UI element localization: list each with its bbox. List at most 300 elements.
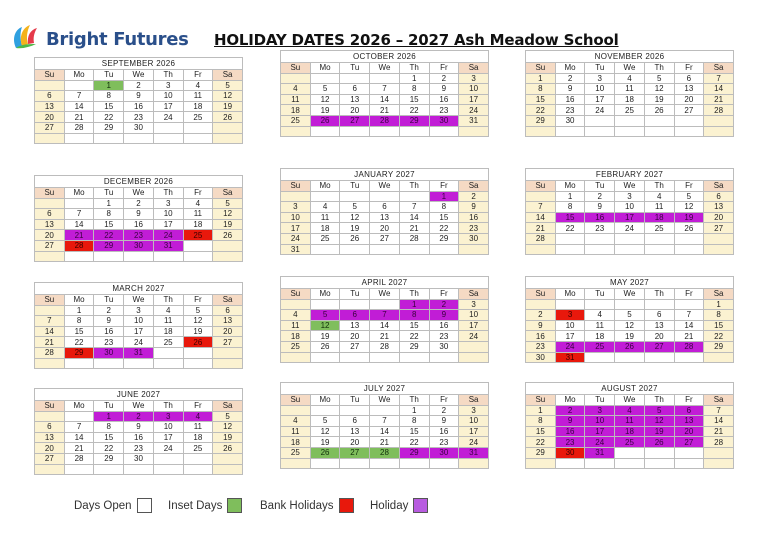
empty-cell <box>35 251 65 262</box>
empty-cell <box>615 458 645 469</box>
empty-cell <box>585 352 615 363</box>
day-cell: 17 <box>615 212 645 223</box>
empty-cell <box>615 244 645 255</box>
day-cell: 9 <box>459 202 489 213</box>
weekday-label: We <box>370 395 400 406</box>
day-cell: 13 <box>704 202 734 213</box>
day-cell: 26 <box>615 341 645 352</box>
day-cell: 9 <box>429 310 459 321</box>
day-cell: 18 <box>183 219 213 230</box>
week-row <box>35 91 243 102</box>
day-cell: 13 <box>674 416 704 427</box>
day-cell: 11 <box>183 209 213 220</box>
day-cell: 7 <box>704 73 734 84</box>
day-cell: 29 <box>64 347 94 358</box>
day-cell: 7 <box>35 316 65 327</box>
day-cell: 5 <box>644 405 674 416</box>
week-row <box>35 443 243 454</box>
day-cell: 15 <box>399 320 429 331</box>
empty-cell <box>183 347 213 358</box>
weekday-label: Su <box>281 63 311 74</box>
empty-cell <box>459 341 489 352</box>
day-cell: 22 <box>399 105 429 116</box>
weekday-label: Sa <box>459 289 489 300</box>
empty-cell <box>281 191 311 202</box>
week-row <box>35 453 243 464</box>
day-cell: 6 <box>340 84 370 95</box>
week-row <box>35 133 243 144</box>
day-cell: 20 <box>213 326 243 337</box>
day-cell: 29 <box>94 240 124 251</box>
week-row <box>281 73 489 84</box>
weekday-label: Su <box>526 181 556 192</box>
day-cell: 31 <box>281 244 311 255</box>
empty-cell <box>704 352 734 363</box>
month-calendar <box>525 276 734 363</box>
week-row <box>281 437 489 448</box>
day-cell: 9 <box>124 209 154 220</box>
day-cell: 24 <box>153 112 183 123</box>
day-cell: 8 <box>399 84 429 95</box>
week-row <box>526 233 734 244</box>
day-cell: 25 <box>585 341 615 352</box>
week-row <box>35 316 243 327</box>
day-cell: 5 <box>644 73 674 84</box>
day-cell: 4 <box>183 80 213 91</box>
day-cell: 21 <box>704 426 734 437</box>
day-cell: 25 <box>183 443 213 454</box>
week-row <box>526 73 734 84</box>
empty-cell <box>674 115 704 126</box>
week-row <box>281 320 489 331</box>
empty-cell <box>153 347 183 358</box>
week-row <box>526 299 734 310</box>
empty-cell <box>674 299 704 310</box>
day-cell: 23 <box>94 337 124 348</box>
day-cell: 23 <box>459 223 489 234</box>
day-cell: 3 <box>555 310 585 321</box>
day-cell: 30 <box>429 447 459 458</box>
month-name: JUNE 2027 <box>34 388 243 400</box>
day-cell: 11 <box>585 320 615 331</box>
empty-cell <box>310 352 340 363</box>
day-cell: 1 <box>64 305 94 316</box>
day-cell: 10 <box>153 422 183 433</box>
day-cell: 16 <box>124 219 154 230</box>
weekday-label: Mo <box>555 289 585 300</box>
legend-swatch <box>339 498 354 513</box>
empty-cell <box>35 305 65 316</box>
day-cell: 15 <box>94 101 124 112</box>
day-cell: 24 <box>459 437 489 448</box>
empty-cell <box>213 453 243 464</box>
empty-cell <box>674 244 704 255</box>
empty-cell <box>615 447 645 458</box>
day-cell: 12 <box>213 91 243 102</box>
weekday-label: Su <box>526 63 556 74</box>
day-cell: 30 <box>124 240 154 251</box>
day-cell: 19 <box>310 437 340 448</box>
legend-days-open <box>74 497 152 515</box>
day-cell: 20 <box>340 437 370 448</box>
day-cell: 5 <box>310 310 340 321</box>
day-cell: 20 <box>340 331 370 342</box>
month-table <box>525 180 734 255</box>
day-cell: 15 <box>399 94 429 105</box>
day-cell: 3 <box>153 198 183 209</box>
weekday-label: Su <box>35 70 65 81</box>
week-row <box>526 341 734 352</box>
day-cell: 6 <box>370 202 400 213</box>
day-cell: 8 <box>526 416 556 427</box>
day-cell: 10 <box>585 84 615 95</box>
empty-cell <box>370 73 400 84</box>
day-cell: 30 <box>124 122 154 133</box>
day-cell: 3 <box>615 191 645 202</box>
empty-cell <box>340 126 370 137</box>
day-cell: 1 <box>429 191 459 202</box>
day-cell: 2 <box>124 198 154 209</box>
month-calendar <box>280 276 489 363</box>
day-cell: 16 <box>526 331 556 342</box>
day-cell: 18 <box>310 223 340 234</box>
day-cell: 1 <box>399 299 429 310</box>
day-cell: 27 <box>340 447 370 458</box>
day-cell: 24 <box>459 331 489 342</box>
day-cell: 22 <box>429 223 459 234</box>
empty-cell <box>585 299 615 310</box>
day-cell: 22 <box>399 331 429 342</box>
day-cell: 13 <box>644 320 674 331</box>
weekday-header-row <box>281 395 489 406</box>
day-cell: 22 <box>704 331 734 342</box>
day-cell: 26 <box>644 437 674 448</box>
day-cell: 2 <box>429 73 459 84</box>
day-cell: 31 <box>555 352 585 363</box>
day-cell: 24 <box>281 233 311 244</box>
empty-cell <box>183 358 213 369</box>
empty-cell <box>183 453 213 464</box>
day-cell: 22 <box>399 437 429 448</box>
day-cell: 18 <box>615 426 645 437</box>
day-cell: 13 <box>340 426 370 437</box>
weekday-header-row <box>281 181 489 192</box>
day-cell: 14 <box>526 212 556 223</box>
week-row <box>35 219 243 230</box>
weekday-label: Sa <box>459 395 489 406</box>
empty-cell <box>124 251 154 262</box>
day-cell: 24 <box>585 437 615 448</box>
day-cell: 5 <box>674 191 704 202</box>
weekday-label: Tu <box>585 395 615 406</box>
day-cell: 3 <box>281 202 311 213</box>
empty-cell <box>153 251 183 262</box>
day-cell: 14 <box>35 326 65 337</box>
day-cell: 8 <box>94 91 124 102</box>
day-cell: 13 <box>35 219 65 230</box>
day-cell: 15 <box>94 219 124 230</box>
weekday-label: Mo <box>555 395 585 406</box>
weekday-label: Fr <box>183 401 213 412</box>
weekday-label: Th <box>399 395 429 406</box>
weekday-label: Th <box>644 181 674 192</box>
weekday-header-row <box>35 188 243 199</box>
day-cell: 8 <box>704 310 734 321</box>
day-cell: 3 <box>585 73 615 84</box>
month-table <box>280 62 489 137</box>
day-cell: 10 <box>124 316 154 327</box>
day-cell: 8 <box>94 209 124 220</box>
day-cell: 14 <box>64 101 94 112</box>
day-cell: 11 <box>615 416 645 427</box>
day-cell: 2 <box>94 305 124 316</box>
weekday-label: Fr <box>183 295 213 306</box>
week-row <box>281 115 489 126</box>
month-calendar <box>280 382 489 469</box>
weekday-label: Sa <box>213 188 243 199</box>
day-cell: 27 <box>35 453 65 464</box>
day-cell: 5 <box>183 305 213 316</box>
week-row <box>35 464 243 475</box>
empty-cell <box>213 133 243 144</box>
month-name: JULY 2027 <box>280 382 489 394</box>
day-cell: 10 <box>585 416 615 427</box>
day-cell: 15 <box>64 326 94 337</box>
day-cell: 26 <box>644 105 674 116</box>
empty-cell <box>370 191 400 202</box>
empty-cell <box>340 458 370 469</box>
day-cell: 4 <box>615 73 645 84</box>
day-cell: 3 <box>153 80 183 91</box>
day-cell: 30 <box>526 352 556 363</box>
day-cell: 26 <box>310 115 340 126</box>
day-cell: 17 <box>153 101 183 112</box>
empty-cell <box>281 352 311 363</box>
weekday-label: Sa <box>704 395 734 406</box>
legend <box>0 497 768 519</box>
day-cell: 14 <box>64 219 94 230</box>
legend-label: Bank Holidays <box>260 500 334 512</box>
day-cell: 25 <box>183 230 213 241</box>
empty-cell <box>310 73 340 84</box>
day-cell: 26 <box>340 233 370 244</box>
empty-cell <box>429 458 459 469</box>
weekday-label: Tu <box>585 289 615 300</box>
day-cell: 1 <box>704 299 734 310</box>
weekday-label: Fr <box>429 395 459 406</box>
empty-cell <box>94 133 124 144</box>
empty-cell <box>124 133 154 144</box>
month-name: NOVEMBER 2026 <box>525 50 734 62</box>
empty-cell <box>459 352 489 363</box>
weekday-header-row <box>526 63 734 74</box>
day-cell: 28 <box>370 341 400 352</box>
day-cell: 28 <box>526 233 556 244</box>
empty-cell <box>615 299 645 310</box>
empty-cell <box>704 115 734 126</box>
week-row <box>281 426 489 437</box>
day-cell: 16 <box>429 320 459 331</box>
day-cell: 17 <box>459 320 489 331</box>
month-table <box>34 400 243 475</box>
empty-cell <box>310 458 340 469</box>
month-calendar <box>34 175 243 262</box>
weekday-label: Sa <box>704 289 734 300</box>
empty-cell <box>153 122 183 133</box>
day-cell: 3 <box>153 411 183 422</box>
day-cell: 13 <box>370 212 400 223</box>
day-cell: 14 <box>399 212 429 223</box>
day-cell: 5 <box>213 198 243 209</box>
day-cell: 23 <box>429 331 459 342</box>
day-cell: 11 <box>644 202 674 213</box>
week-row <box>281 310 489 321</box>
day-cell: 19 <box>310 105 340 116</box>
day-cell: 22 <box>94 230 124 241</box>
empty-cell <box>459 126 489 137</box>
day-cell: 15 <box>555 212 585 223</box>
day-cell: 27 <box>674 437 704 448</box>
day-cell: 19 <box>340 223 370 234</box>
day-cell: 29 <box>526 447 556 458</box>
weekday-label: Su <box>526 289 556 300</box>
empty-cell <box>281 126 311 137</box>
empty-cell <box>94 251 124 262</box>
empty-cell <box>64 133 94 144</box>
day-cell: 10 <box>555 320 585 331</box>
day-cell: 6 <box>213 305 243 316</box>
day-cell: 17 <box>585 426 615 437</box>
day-cell: 8 <box>94 422 124 433</box>
day-cell: 2 <box>459 191 489 202</box>
day-cell: 26 <box>213 443 243 454</box>
empty-cell <box>64 198 94 209</box>
day-cell: 25 <box>153 337 183 348</box>
empty-cell <box>644 299 674 310</box>
week-row <box>35 411 243 422</box>
week-row <box>281 94 489 105</box>
bright-futures-logo-icon <box>10 22 40 52</box>
week-row <box>526 202 734 213</box>
day-cell: 7 <box>64 422 94 433</box>
day-cell: 28 <box>399 233 429 244</box>
day-cell: 22 <box>526 105 556 116</box>
empty-cell <box>183 133 213 144</box>
week-row <box>526 126 734 137</box>
month-name: AUGUST 2027 <box>525 382 734 394</box>
day-cell: 12 <box>213 209 243 220</box>
day-cell: 2 <box>429 405 459 416</box>
day-cell: 15 <box>429 212 459 223</box>
empty-cell <box>281 405 311 416</box>
weekday-label: Tu <box>94 188 124 199</box>
day-cell: 25 <box>281 115 311 126</box>
week-row <box>281 105 489 116</box>
weekday-label: Su <box>35 401 65 412</box>
weekday-label: Fr <box>674 181 704 192</box>
empty-cell <box>94 464 124 475</box>
empty-cell <box>585 126 615 137</box>
day-cell: 6 <box>674 73 704 84</box>
day-cell: 15 <box>399 426 429 437</box>
weekday-label: Mo <box>64 188 94 199</box>
empty-cell <box>370 126 400 137</box>
weekday-label: Fr <box>429 289 459 300</box>
day-cell: 13 <box>340 320 370 331</box>
month-calendar <box>525 382 734 469</box>
day-cell: 31 <box>153 240 183 251</box>
day-cell: 14 <box>370 320 400 331</box>
weekday-label: Mo <box>310 63 340 74</box>
empty-cell <box>555 244 585 255</box>
day-cell: 30 <box>124 453 154 464</box>
weekday-label: We <box>124 401 154 412</box>
weekday-label: Mo <box>64 70 94 81</box>
weekday-label: Tu <box>94 70 124 81</box>
empty-cell <box>526 244 556 255</box>
empty-cell <box>310 126 340 137</box>
day-cell: 6 <box>704 191 734 202</box>
day-cell: 6 <box>340 416 370 427</box>
day-cell: 26 <box>213 112 243 123</box>
empty-cell <box>644 126 674 137</box>
day-cell: 11 <box>281 94 311 105</box>
day-cell: 10 <box>459 310 489 321</box>
day-cell: 13 <box>340 94 370 105</box>
day-cell: 15 <box>704 320 734 331</box>
empty-cell <box>429 244 459 255</box>
day-cell: 6 <box>35 422 65 433</box>
day-cell: 4 <box>281 310 311 321</box>
day-cell: 24 <box>124 337 154 348</box>
day-cell: 13 <box>674 84 704 95</box>
weekday-label: Tu <box>340 395 370 406</box>
day-cell: 11 <box>615 84 645 95</box>
day-cell: 5 <box>213 411 243 422</box>
day-cell: 18 <box>281 105 311 116</box>
weekday-label: Fr <box>674 289 704 300</box>
day-cell: 10 <box>153 91 183 102</box>
day-cell: 15 <box>94 432 124 443</box>
day-cell: 19 <box>213 432 243 443</box>
day-cell: 17 <box>153 432 183 443</box>
weekday-label: Tu <box>585 63 615 74</box>
day-cell: 16 <box>555 94 585 105</box>
day-cell: 28 <box>35 347 65 358</box>
day-cell: 1 <box>94 198 124 209</box>
day-cell: 11 <box>153 316 183 327</box>
weekday-label: Th <box>399 289 429 300</box>
month-table <box>280 180 489 255</box>
day-cell: 1 <box>94 411 124 422</box>
empty-cell <box>555 299 585 310</box>
empty-cell <box>153 358 183 369</box>
day-cell: 21 <box>64 230 94 241</box>
day-cell: 21 <box>674 331 704 342</box>
day-cell: 27 <box>340 341 370 352</box>
week-row <box>526 244 734 255</box>
week-row <box>35 422 243 433</box>
weekday-label: Th <box>153 188 183 199</box>
day-cell: 22 <box>94 443 124 454</box>
week-row <box>35 112 243 123</box>
weekday-label: Tu <box>94 401 124 412</box>
weekday-header-row <box>526 395 734 406</box>
day-cell: 6 <box>674 405 704 416</box>
day-cell: 2 <box>555 405 585 416</box>
week-row <box>526 458 734 469</box>
day-cell: 16 <box>555 426 585 437</box>
